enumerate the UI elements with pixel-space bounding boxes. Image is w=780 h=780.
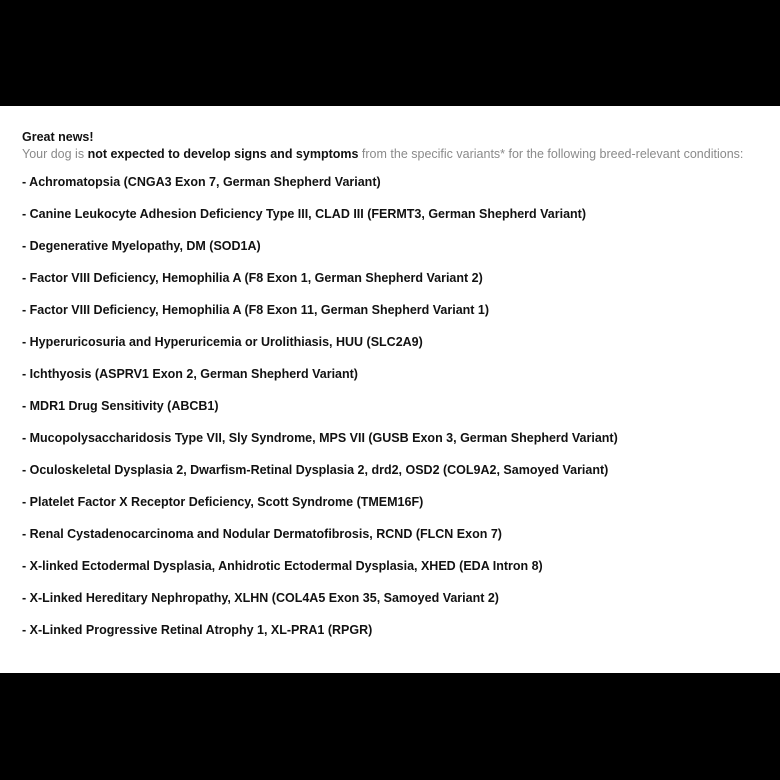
condition-item: - Degenerative Myelopathy, DM (SOD1A)	[22, 239, 261, 253]
conditions-list	[22, 174, 780, 638]
condition-item: - Platelet Factor X Receptor Deficiency, Scott Syndrome (TMEM16F)	[22, 495, 424, 509]
condition-item: - Canine Leukocyte Adhesion Deficiency Type III, CLAD III (FERMT3, German Shepherd Variant)	[22, 207, 587, 221]
condition-item: - Factor VIII Deficiency, Hemophilia A (F8 Exon 11, German Shepherd Variant 1)	[22, 303, 490, 317]
condition-item: - X-linked Ectodermal Dysplasia, Anhidrotic Ectodermal Dysplasia, XHED (EDA Intron 8)	[22, 559, 543, 573]
condition-item: - X-Linked Hereditary Nephropathy, XLHN (COL4A5 Exon 35, Samoyed Variant 2)	[22, 591, 499, 605]
condition-item: - Ichthyosis (ASPRV1 Exon 2, German Shepherd Variant)	[22, 367, 358, 381]
results-content	[22, 129, 780, 654]
intro-text	[22, 146, 780, 163]
headline: Great news!	[22, 130, 94, 144]
condition-item: - Oculoskeletal Dysplasia 2, Dwarfism-Retinal Dysplasia 2, drd2, OSD2 (COL9A2, Samoyed Variant)	[22, 463, 609, 477]
condition-item: - X-Linked Progressive Retinal Atrophy 1, XL-PRA1 (RPGR)	[22, 623, 373, 637]
intro-prefix: Your dog is	[22, 147, 88, 161]
results-panel	[0, 106, 780, 673]
intro-suffix: from the specific variants* for the following breed-relevant conditions:	[358, 147, 744, 161]
condition-item: - MDR1 Drug Sensitivity (ABCB1)	[22, 399, 219, 413]
condition-item: - Mucopolysaccharidosis Type VII, Sly Syndrome, MPS VII (GUSB Exon 3, German Shepherd Variant)	[22, 431, 618, 445]
condition-item: - Hyperuricosuria and Hyperuricemia or Urolithiasis, HUU (SLC2A9)	[22, 335, 423, 349]
intro-emphasis: not expected to develop signs and symptoms	[87, 147, 359, 161]
condition-item: - Renal Cystadenocarcinoma and Nodular Dermatofibrosis, RCND (FLCN Exon 7)	[22, 527, 502, 541]
condition-item: - Achromatopsia (CNGA3 Exon 7, German Shepherd Variant)	[22, 175, 381, 189]
condition-item: - Factor VIII Deficiency, Hemophilia A (F8 Exon 1, German Shepherd Variant 2)	[22, 271, 483, 285]
